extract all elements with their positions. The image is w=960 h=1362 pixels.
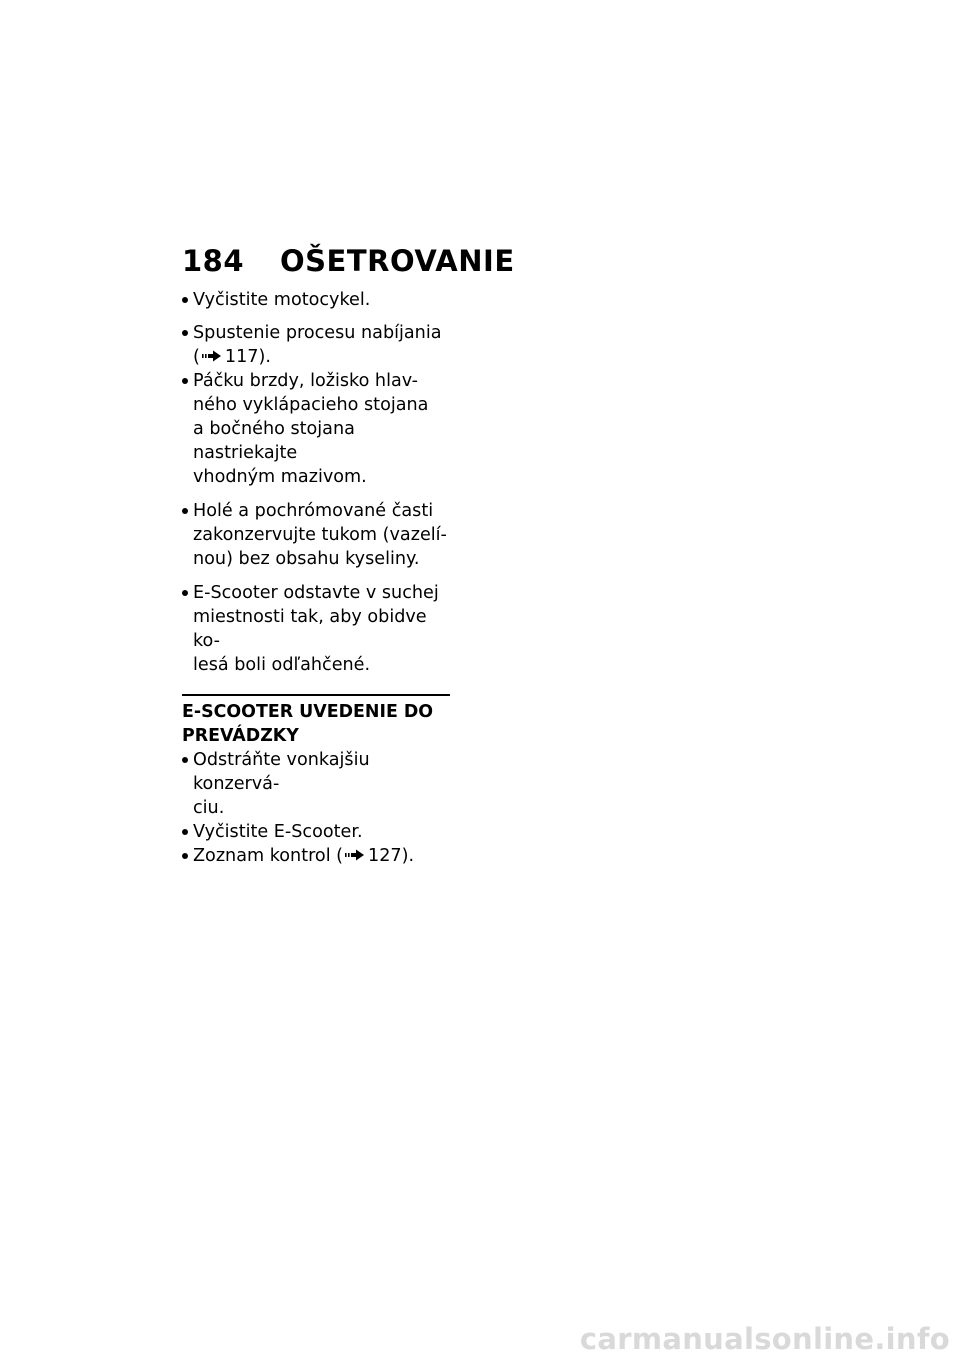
watermark: carmanualsonline.info — [579, 1322, 950, 1356]
list-item: Vyčistite E-Scooter. — [182, 820, 454, 844]
list-item-text: Zoznam kontrol ( — [193, 846, 344, 866]
reference-arrow-icon — [202, 350, 222, 362]
content-column — [182, 288, 454, 868]
reference-arrow-icon — [345, 849, 365, 861]
list-item: Vyčistite motocykel. — [182, 288, 454, 312]
reference-page[interactable]: 127). — [368, 846, 415, 866]
list-item: Páčku brzdy, ložisko hlav- ného vyklápacieho stojana a bočného stojana nastriekajte vhodným mazivom. — [182, 369, 454, 489]
page-title: OŠETROVANIE — [280, 244, 515, 278]
page-number: 184 — [182, 244, 245, 278]
list-item: Holé a pochrómované časti zakonzervujte tukom (vazelí- nou) bez obsahu kyseliny. — [182, 499, 454, 571]
list-item — [182, 321, 454, 369]
reference-page[interactable]: 117). — [224, 347, 271, 367]
care-list — [182, 288, 454, 677]
list-item-text: Spustenie procesu nabíjania ( — [193, 323, 442, 367]
section-heading: E-SCOOTER UVEDENIE DO PREVÁDZKY — [182, 702, 434, 746]
section-divider — [182, 694, 450, 696]
startup-list — [182, 748, 454, 868]
page-header — [182, 244, 515, 278]
list-item: E-Scooter odstavte v suchej miestnosti tak, aby obidve ko- lesá boli odľahčené. — [182, 581, 454, 677]
list-item: Odstráňte vonkajšiu konzervá- ciu. — [182, 748, 454, 820]
list-item — [182, 844, 454, 868]
